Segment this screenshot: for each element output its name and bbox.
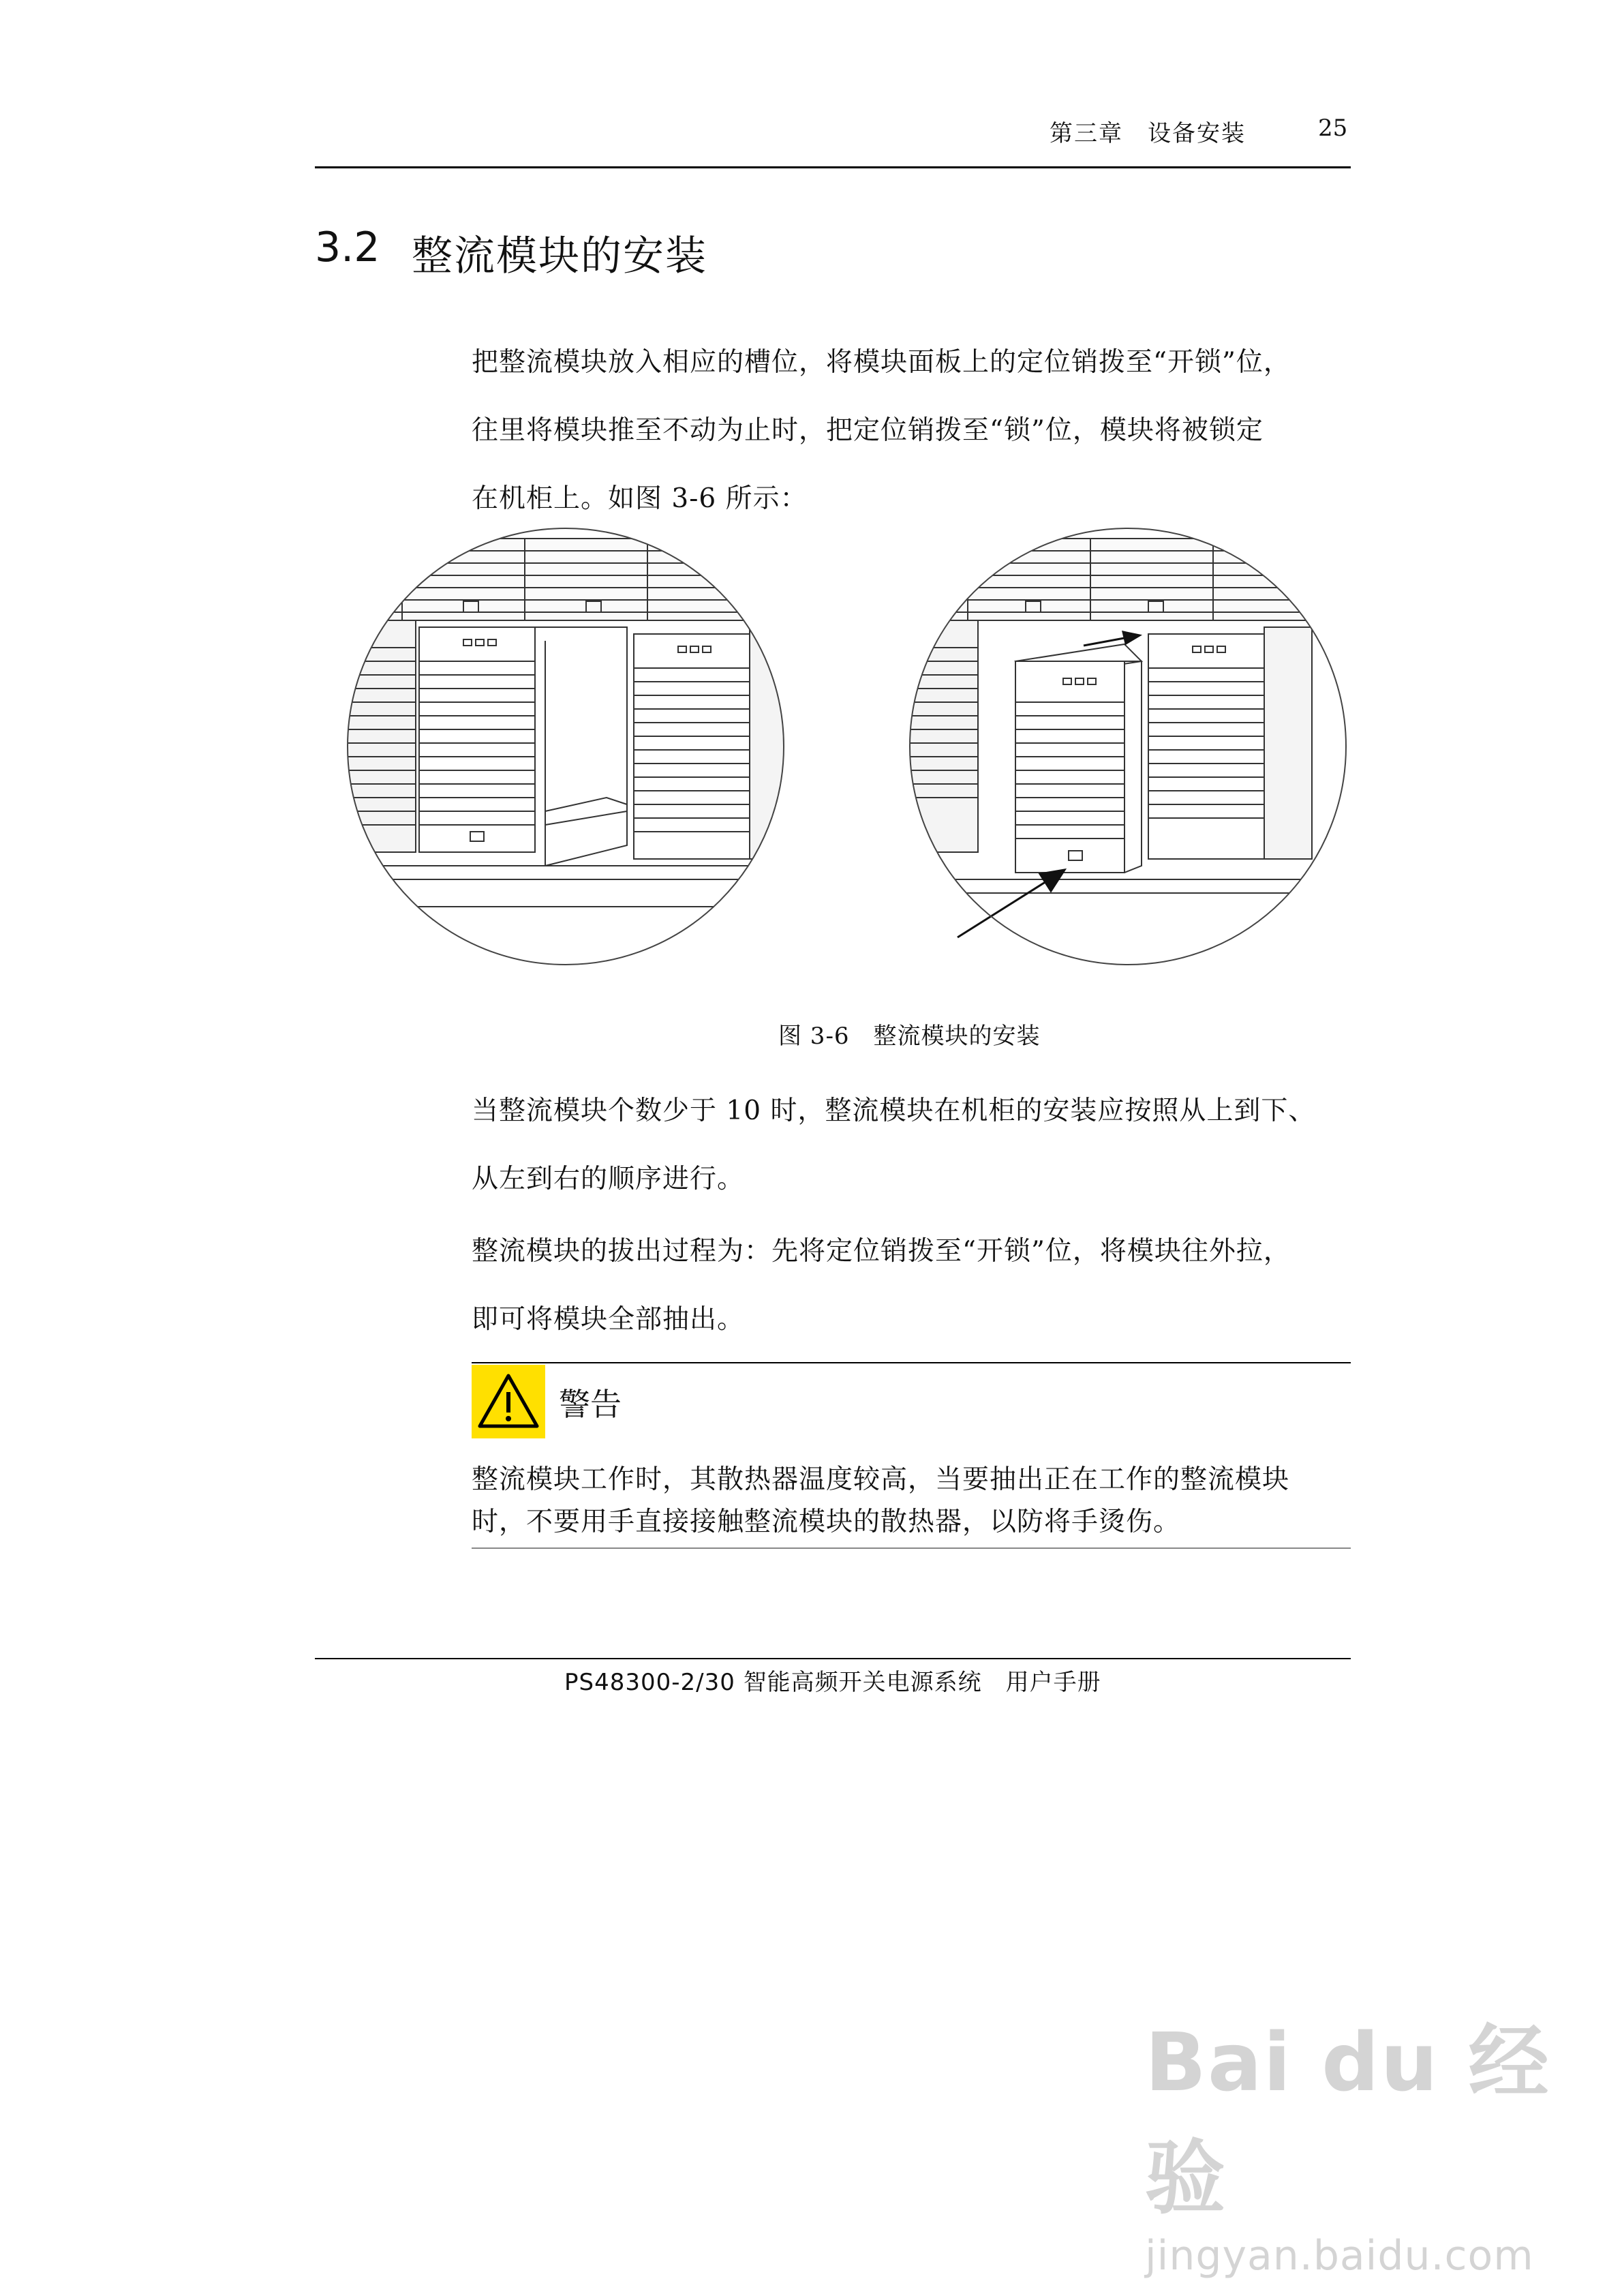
installed-module-left: [419, 627, 535, 852]
section-number: 3.2: [315, 224, 380, 271]
top-module-row: [341, 539, 791, 620]
paragraph-line: 在机柜上。如图 3-6 所示：: [472, 483, 808, 514]
left-module-right-view: [903, 620, 978, 852]
warning-line: 时，不要用手直接接触整流模块的散热器，以防将手烫伤。: [472, 1507, 1181, 1537]
paragraph-line: 当整流模块个数少于 10 时，整流模块在机柜的安装应按照从上到下、: [472, 1096, 1316, 1126]
paragraph-line: 即可将模块全部抽出。: [472, 1304, 745, 1335]
left-detail-view: [341, 539, 791, 907]
figure-3-6-illustration: [341, 525, 1349, 988]
running-footer: [564, 1663, 1101, 1697]
section-title: 整流模块的安装: [412, 232, 707, 280]
footer-model: PS48300-2/30: [564, 1669, 735, 1696]
header-rule: [315, 166, 1351, 168]
empty-slot: [535, 627, 627, 866]
warning-line: 整流模块工作时，其散热器温度较高，当要抽出正在工作的整流模块: [472, 1464, 1290, 1495]
figure-caption: 图 3-6 整流模块的安装: [778, 1023, 1041, 1050]
right-module-right-view: [1148, 627, 1312, 859]
paragraph-line: 把整流模块放入相应的槽位，将模块面板上的定位销拨至“开锁”位，: [472, 347, 1291, 378]
warning-triangle-icon: [472, 1365, 545, 1438]
warning-text: [472, 1459, 1351, 1543]
inserting-module: [1015, 644, 1142, 873]
paragraph-1: [472, 329, 1351, 533]
warning-bottom-rule: [472, 1547, 1351, 1549]
base-rail-right: [903, 879, 1349, 893]
paragraph-3: [472, 1218, 1351, 1354]
watermark-site: jingyan.baidu.com: [1145, 2232, 1534, 2280]
watermark-logo: Bai du 经验: [1145, 2015, 1550, 2225]
paragraph-2: [472, 1077, 1351, 1213]
paragraph-line: 整流模块的拔出过程为：先将定位销拨至“开锁”位，将模块往外拉，: [472, 1236, 1291, 1267]
paragraph-line: 往里将模块推至不动为止时，把定位销拨至“锁”位，模块将被锁定: [472, 415, 1264, 446]
footer-rule: [315, 1658, 1351, 1659]
warning-top-rule: [472, 1362, 1351, 1363]
running-header-chapter: 第三章 设备安装: [1050, 120, 1246, 147]
footer-title: 智能高频开关电源系统 用户手册: [743, 1669, 1101, 1696]
base-rail: [341, 866, 791, 907]
top-module-row-right: [903, 539, 1349, 620]
left-module: [341, 620, 416, 852]
warning-title: 警告: [559, 1386, 622, 1423]
warning-icon-box: [472, 1365, 545, 1438]
baidu-watermark: [1145, 1997, 1622, 2280]
paragraph-line: 从左到右的顺序进行。: [472, 1164, 745, 1194]
page-number: 25: [1318, 115, 1348, 142]
